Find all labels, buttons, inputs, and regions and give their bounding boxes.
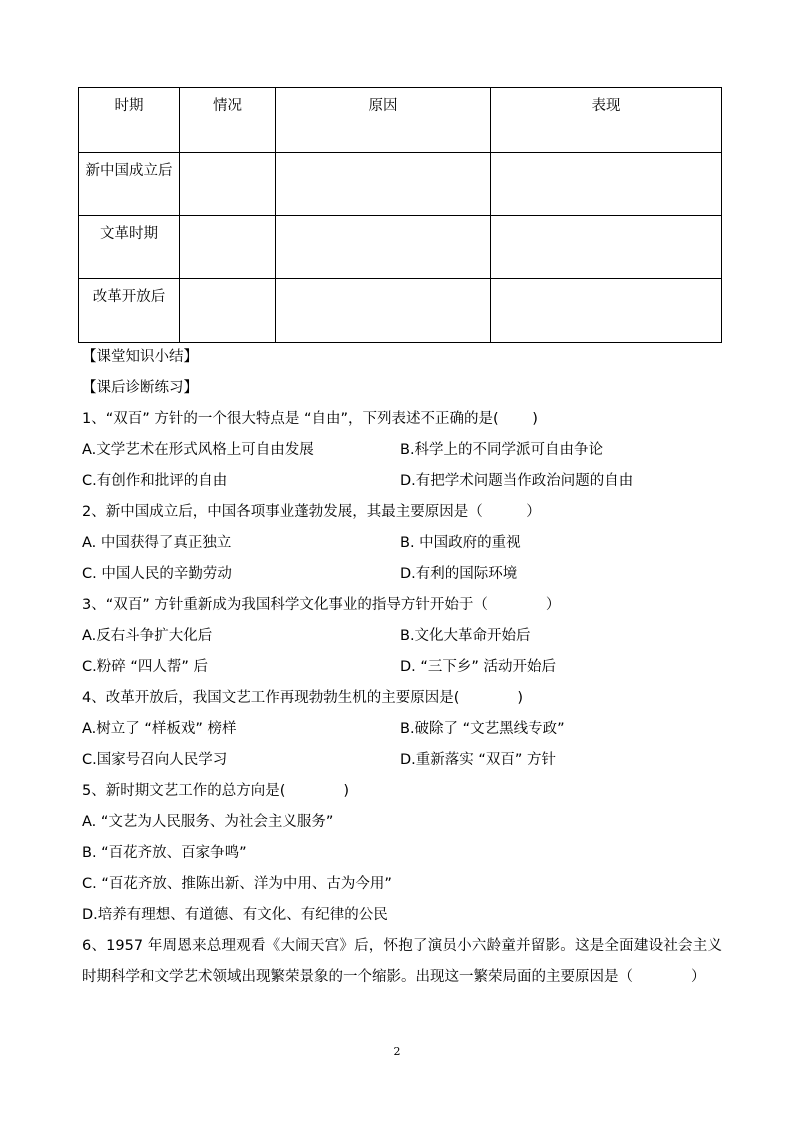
section-heading-summary: 【课堂知识小结】 — [82, 349, 198, 365]
table-row — [79, 153, 722, 216]
table-row — [79, 279, 722, 343]
option-row — [82, 714, 722, 745]
option: C. 中国人民的辛勤劳动 — [82, 566, 232, 582]
option: B. 中国政府的重视 — [400, 535, 521, 551]
body-text — [82, 342, 722, 993]
option: C.国家号召向人民学习 — [82, 752, 228, 768]
option: D. “三下乡” 活动开始后 — [400, 659, 557, 675]
option: B.文化大革命开始后 — [400, 628, 531, 644]
table-cell — [276, 216, 491, 279]
table-cell: 文革时期 — [79, 216, 180, 279]
table-header-row — [79, 88, 722, 153]
option: D.有把学术问题当作政治问题的自由 — [400, 473, 634, 489]
option: C.有创作和批评的自由 — [82, 473, 228, 489]
option: A. 中国获得了真正独立 — [82, 535, 232, 551]
table-cell: 新中国成立后 — [79, 153, 180, 216]
table-header-cell: 表现 — [491, 88, 722, 153]
question-4 — [82, 683, 722, 776]
question-stem: 1、“双百” 方针的一个很大特点是 “自由”，下列表述不正确的是( ) — [82, 411, 538, 427]
table-cell — [491, 216, 722, 279]
option-row — [82, 745, 722, 776]
table-cell — [491, 279, 722, 343]
table-header-cell: 情况 — [180, 88, 276, 153]
question-stem: 5、新时期文艺工作的总方向是( ) — [82, 783, 350, 799]
question-stem: 4、改革开放后，我国文艺工作再现勃勃生机的主要原因是( ) — [82, 690, 524, 706]
option: A. “文艺为人民服务、为社会主义服务” — [82, 814, 334, 830]
option: B.科学上的不同学派可自由争论 — [400, 442, 604, 458]
question-stem: 6、1957 年周恩来总理观看《大闹天宫》后，怀抱了演员小六龄童并留影。这是全面建设社会主义时期科学和文学艺术领域出现繁荣景象的一个缩影。出现这一繁荣局面的主要原因是（ ） — [82, 938, 722, 985]
question-stem: 3、“双百” 方针重新成为我国科学文化事业的指导方针开始于（ ） — [82, 597, 561, 613]
option: B. “百花齐放、百家争鸣” — [82, 845, 247, 861]
table-cell — [180, 216, 276, 279]
section-heading-practice: 【课后诊断练习】 — [82, 380, 198, 396]
table-cell: 改革开放后 — [79, 279, 180, 343]
table-header-cell: 原因 — [276, 88, 491, 153]
table-cell — [491, 153, 722, 216]
table-cell — [180, 153, 276, 216]
question-3 — [82, 590, 722, 683]
question-5 — [82, 776, 722, 931]
page-number: 2 — [393, 1045, 401, 1058]
question-6 — [82, 931, 722, 993]
option: C. “百花齐放、推陈出新、洋为中用、古为今用” — [82, 876, 392, 892]
option: A.反右斗争扩大化后 — [82, 628, 213, 644]
option: D.重新落实 “双百” 方针 — [400, 752, 557, 768]
table-row — [79, 216, 722, 279]
option-row — [82, 652, 722, 683]
option-row — [82, 528, 722, 559]
table-header-cell: 时期 — [79, 88, 180, 153]
option-row — [82, 435, 722, 466]
option: A.文学艺术在形式风格上可自由发展 — [82, 442, 314, 458]
option: D.有利的国际环境 — [400, 566, 518, 582]
table-cell — [276, 279, 491, 343]
option-row — [82, 621, 722, 652]
question-1 — [82, 404, 722, 497]
option: A.树立了 “样板戏” 榜样 — [82, 721, 237, 737]
table-cell — [276, 153, 491, 216]
option: D.培养有理想、有道德、有文化、有纪律的公民 — [82, 907, 388, 923]
option: C.粉碎 “四人帮” 后 — [82, 659, 208, 675]
option-row — [82, 466, 722, 497]
question-stem: 2、新中国成立后，中国各项事业蓬勃发展，其最主要原因是（ ） — [82, 504, 541, 520]
option: B.破除了 “文艺黑线专政” — [400, 721, 565, 737]
table-cell — [180, 279, 276, 343]
question-2 — [82, 497, 722, 590]
option-row — [82, 559, 722, 590]
summary-table — [78, 87, 722, 343]
